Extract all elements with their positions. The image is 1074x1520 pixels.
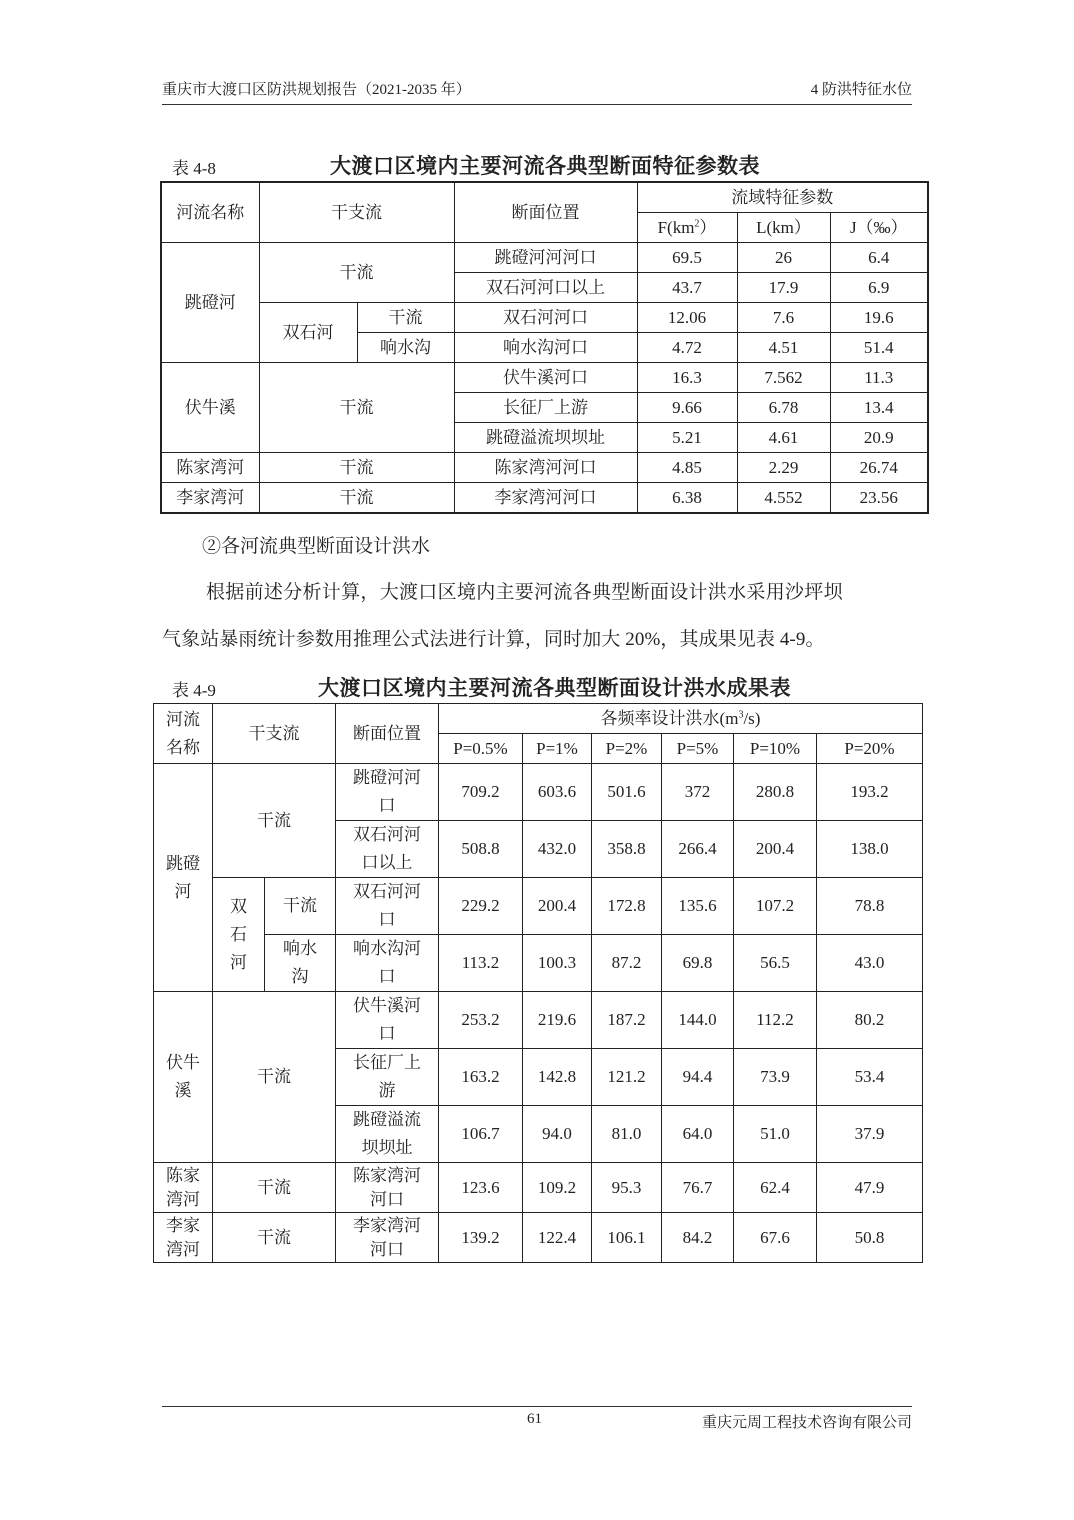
branch-cell: 双石河 <box>259 303 357 363</box>
table-4-9-number: 表 4-9 <box>172 681 216 700</box>
branch-cell: 干流 <box>259 453 454 483</box>
header-p-2: P=2% <box>592 734 662 764</box>
value-cell: 501.6 <box>592 764 662 821</box>
F-cell: 5.21 <box>637 423 737 453</box>
sub-branch-cell: 干流 <box>265 878 336 935</box>
header-section: 断面位置 <box>454 182 637 243</box>
section-cell: 陈家湾河 河口 <box>336 1163 439 1213</box>
section-cell: 响水沟河口 <box>454 333 637 363</box>
value-cell: 709.2 <box>439 764 523 821</box>
value-cell: 229.2 <box>439 878 523 935</box>
F-cell: 12.06 <box>637 303 737 333</box>
value-cell: 37.9 <box>817 1106 923 1163</box>
page-number: 61 <box>527 1411 542 1427</box>
header-p-10: P=10% <box>734 734 817 764</box>
table-row <box>161 303 928 333</box>
branch-cell: 干流 <box>213 764 336 878</box>
footer-rule <box>162 1406 912 1407</box>
value-cell: 122.4 <box>523 1213 592 1263</box>
river-cell: 陈家湾河 <box>161 453 259 483</box>
table-4-8-title: 大渡口区境内主要河流各典型断面特征参数表 <box>330 154 760 178</box>
table-4-9-title: 大渡口区境内主要河流各典型断面设计洪水成果表 <box>318 676 791 700</box>
value-cell: 69.8 <box>662 935 734 992</box>
L-cell: 26 <box>737 243 830 273</box>
section-cell: 长征厂上游 <box>454 393 637 423</box>
F-cell: 69.5 <box>637 243 737 273</box>
value-cell: 81.0 <box>592 1106 662 1163</box>
J-cell: 13.4 <box>830 393 928 423</box>
value-cell: 603.6 <box>523 764 592 821</box>
value-cell: 112.2 <box>734 992 817 1049</box>
value-cell: 94.0 <box>523 1106 592 1163</box>
value-cell: 172.8 <box>592 878 662 935</box>
value-cell: 80.2 <box>817 992 923 1049</box>
section-cell: 伏牛溪河口 <box>454 363 637 393</box>
section-cell: 双石河河 口 <box>336 878 439 935</box>
section-cell: 双石河河 口以上 <box>336 821 439 878</box>
river-cell: 伏牛 溪 <box>154 992 213 1163</box>
J-cell: 6.9 <box>830 273 928 303</box>
running-header-title: 重庆市大渡口区防洪规划报告（2021-2035 年） <box>162 82 471 98</box>
table-4-8 <box>160 181 929 514</box>
section-cell: 跳磴河河 口 <box>336 764 439 821</box>
header-section: 断面位置 <box>336 704 439 764</box>
running-header-chapter: 4 防洪特征水位 <box>810 82 912 98</box>
section-cell: 跳磴溢流坝坝址 <box>454 423 637 453</box>
river-cell: 跳磴 河 <box>154 764 213 992</box>
section-cell: 跳磴溢流 坝坝址 <box>336 1106 439 1163</box>
paragraph-line-1: 根据前述分析计算，大渡口区境内主要河流各典型断面设计洪水采用沙坪坝 <box>206 582 843 603</box>
section-cell: 跳磴河河河口 <box>454 243 637 273</box>
value-cell: 200.4 <box>523 878 592 935</box>
table-row <box>154 878 923 935</box>
F-cell: 4.85 <box>637 453 737 483</box>
river-cell: 陈家 湾河 <box>154 1163 213 1213</box>
table-row <box>154 935 923 992</box>
header-basin-params: 流域特征参数 <box>637 182 928 213</box>
L-cell: 2.29 <box>737 453 830 483</box>
F-cell: 16.3 <box>637 363 737 393</box>
sub-branch-cell: 干流 <box>357 303 454 333</box>
table-4-9 <box>153 703 923 1263</box>
branch-cell: 干流 <box>259 483 454 514</box>
value-cell: 78.8 <box>817 878 923 935</box>
L-cell: 4.51 <box>737 333 830 363</box>
value-cell: 64.0 <box>662 1106 734 1163</box>
river-cell: 跳磴河 <box>161 243 259 363</box>
sub-branch-cell: 响水沟 <box>357 333 454 363</box>
F-cell: 4.72 <box>637 333 737 363</box>
value-cell: 107.2 <box>734 878 817 935</box>
header-design-flood: 各频率设计洪水$(m^3/s)$ <box>439 704 923 734</box>
river-cell: 伏牛溪 <box>161 363 259 453</box>
value-cell: 56.5 <box>734 935 817 992</box>
value-cell: 266.4 <box>662 821 734 878</box>
header-river-name: 河流名称 <box>161 182 259 243</box>
J-cell: 20.9 <box>830 423 928 453</box>
value-cell: 123.6 <box>439 1163 523 1213</box>
table-4-8-number: 表 4-8 <box>172 159 216 178</box>
table-row <box>161 483 928 514</box>
value-cell: 73.9 <box>734 1049 817 1106</box>
value-cell: 142.8 <box>523 1049 592 1106</box>
J-cell: 26.74 <box>830 453 928 483</box>
value-cell: 138.0 <box>817 821 923 878</box>
table-row <box>154 1163 923 1213</box>
header-p-20: P=20% <box>817 734 923 764</box>
river-cell: 李家湾河 <box>161 483 259 514</box>
table-row <box>161 363 928 393</box>
table-row <box>154 764 923 821</box>
header-branch: 干支流 <box>213 704 336 764</box>
J-cell: 6.4 <box>830 243 928 273</box>
branch-cell: 干流 <box>213 992 336 1163</box>
value-cell: 84.2 <box>662 1213 734 1263</box>
J-cell: 19.6 <box>830 303 928 333</box>
F-cell: 43.7 <box>637 273 737 303</box>
F-cell: 6.38 <box>637 483 737 514</box>
value-cell: 106.7 <box>439 1106 523 1163</box>
header-branch: 干支流 <box>259 182 454 243</box>
F-cell: 9.66 <box>637 393 737 423</box>
value-cell: 76.7 <box>662 1163 734 1213</box>
value-cell: 106.1 <box>592 1213 662 1263</box>
value-cell: 94.4 <box>662 1049 734 1106</box>
table-row <box>154 992 923 1049</box>
value-cell: 87.2 <box>592 935 662 992</box>
table-row <box>161 243 928 273</box>
value-cell: 144.0 <box>662 992 734 1049</box>
value-cell: 67.6 <box>734 1213 817 1263</box>
J-cell: 23.56 <box>830 483 928 514</box>
value-cell: 508.8 <box>439 821 523 878</box>
value-cell: 62.4 <box>734 1163 817 1213</box>
branch-cell: 干流 <box>259 243 454 303</box>
section-cell: 陈家湾河河口 <box>454 453 637 483</box>
value-cell: 358.8 <box>592 821 662 878</box>
header-rule <box>162 104 912 105</box>
value-cell: 139.2 <box>439 1213 523 1263</box>
section-cell: 李家湾河 河口 <box>336 1213 439 1263</box>
table-row <box>154 1213 923 1263</box>
table-row <box>161 453 928 483</box>
branch-cell: 双 石 河 <box>213 878 265 992</box>
header-L: L(km） <box>737 213 830 243</box>
header-F: $F(km^2)$ <box>637 213 737 243</box>
value-cell: 432.0 <box>523 821 592 878</box>
J-cell: 51.4 <box>830 333 928 363</box>
value-cell: 109.2 <box>523 1163 592 1213</box>
value-cell: 280.8 <box>734 764 817 821</box>
header-p-5: P=5% <box>662 734 734 764</box>
L-cell: 17.9 <box>737 273 830 303</box>
header-p-0.5: P=0.5% <box>439 734 523 764</box>
branch-cell: 干流 <box>259 363 454 453</box>
value-cell: 121.2 <box>592 1049 662 1106</box>
L-cell: 4.552 <box>737 483 830 514</box>
value-cell: 100.3 <box>523 935 592 992</box>
value-cell: 187.2 <box>592 992 662 1049</box>
subheading: ②各河流典型断面设计洪水 <box>202 536 431 557</box>
value-cell: 200.4 <box>734 821 817 878</box>
value-cell: 95.3 <box>592 1163 662 1213</box>
section-cell: 双石河河口以上 <box>454 273 637 303</box>
section-cell: 李家湾河河口 <box>454 483 637 514</box>
footer-company: 重庆元周工程技术咨询有限公司 <box>701 1415 912 1431</box>
value-cell: 372 <box>662 764 734 821</box>
value-cell: 50.8 <box>817 1213 923 1263</box>
L-cell: 7.6 <box>737 303 830 333</box>
header-p-1: P=1% <box>523 734 592 764</box>
branch-cell: 干流 <box>213 1163 336 1213</box>
value-cell: 113.2 <box>439 935 523 992</box>
section-cell: 响水沟河 口 <box>336 935 439 992</box>
branch-cell: 干流 <box>213 1213 336 1263</box>
value-cell: 253.2 <box>439 992 523 1049</box>
value-cell: 163.2 <box>439 1049 523 1106</box>
section-cell: 长征厂上 游 <box>336 1049 439 1106</box>
value-cell: 47.9 <box>817 1163 923 1213</box>
header-river-name: 河流 名称 <box>154 704 213 764</box>
river-cell: 李家 湾河 <box>154 1213 213 1263</box>
section-cell: 双石河河口 <box>454 303 637 333</box>
value-cell: 193.2 <box>817 764 923 821</box>
paragraph-line-2: 气象站暴雨统计参数用推理公式法进行计算，同时加大 20%，其成果见表 4-9。 <box>162 629 825 650</box>
section-cell: 伏牛溪河 口 <box>336 992 439 1049</box>
L-cell: 6.78 <box>737 393 830 423</box>
sub-branch-cell: 响水 沟 <box>265 935 336 992</box>
L-cell: 4.61 <box>737 423 830 453</box>
value-cell: 219.6 <box>523 992 592 1049</box>
value-cell: 51.0 <box>734 1106 817 1163</box>
value-cell: 53.4 <box>817 1049 923 1106</box>
header-J: J（‰） <box>830 213 928 243</box>
value-cell: 43.0 <box>817 935 923 992</box>
value-cell: 135.6 <box>662 878 734 935</box>
L-cell: 7.562 <box>737 363 830 393</box>
J-cell: 11.3 <box>830 363 928 393</box>
